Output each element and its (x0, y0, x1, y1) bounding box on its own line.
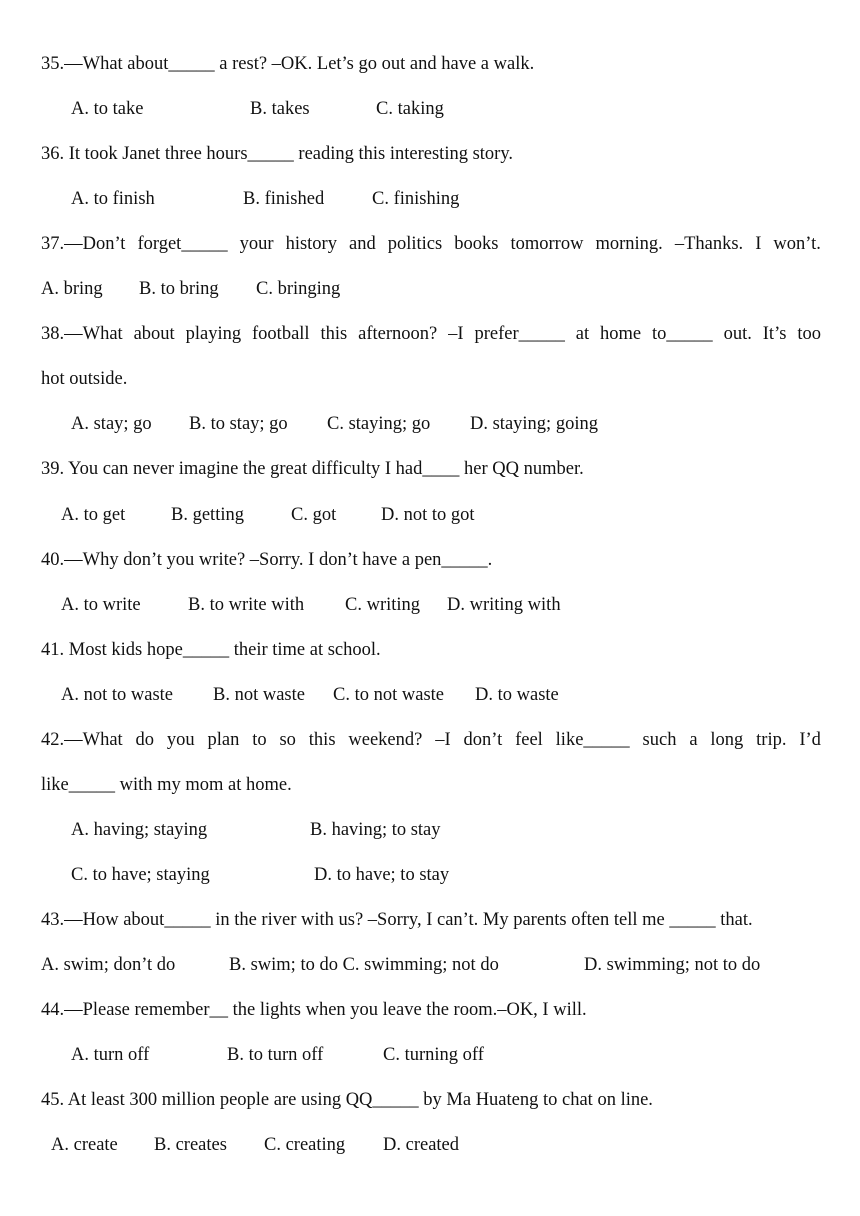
question-42-option-d: D. to have; to stay (314, 865, 450, 885)
stem-word: –Thanks. (674, 234, 744, 254)
stem-word: –I (448, 324, 464, 344)
question-35-option-c: C. taking (376, 99, 444, 119)
question-36-option-c: C. finishing (372, 189, 460, 209)
stem-word: plan (207, 730, 240, 750)
stem-word: such (642, 730, 677, 750)
stem-word: your (239, 234, 274, 254)
stem-word: playing (185, 324, 242, 344)
stem-word: and (348, 234, 376, 254)
question-44-option-b: B. to turn off (227, 1045, 324, 1065)
question-35-stem: 35.—What about_____ a rest? –OK. Let’s go out and have a walk. (41, 54, 535, 74)
question-36-stem: 36. It took Janet three hours_____ reading this interesting story. (41, 144, 514, 164)
question-41-option-a: A. not to waste (61, 685, 174, 705)
stem-word: home (600, 324, 642, 344)
question-40-stem: 40.—Why don’t you write? –Sorry. I don’t have a pen_____. (41, 550, 493, 570)
stem-word: 38.—What (41, 324, 123, 344)
stem-word: this (308, 730, 336, 750)
question-39-stem: 39. You can never imagine the great difficulty I had____ her QQ number. (41, 459, 584, 479)
stem-word: you (166, 730, 195, 750)
question-35-option-b: B. takes (250, 99, 310, 119)
stem-word: history (285, 234, 337, 254)
question-41-option-c: C. to not waste (333, 685, 444, 705)
question-45-option-c: C. creating (264, 1135, 346, 1155)
question-37-option-a: A. bring (41, 279, 103, 299)
stem-word: I (755, 234, 762, 254)
question-43-stem: 43.—How about_____ in the river with us? –Sorry, I can’t. My parents often tell me _____ that. (41, 910, 753, 930)
question-44-stem: 44.—Please remember__ the lights when you leave the room.–OK, I will. (41, 1000, 587, 1020)
question-40-option-a: A. to write (61, 595, 141, 615)
stem-word: books (454, 234, 499, 254)
stem-word: 37.—Don’t (41, 234, 126, 254)
question-45-stem: 45. At least 300 million people are using QQ_____ by Ma Huateng to chat on line. (41, 1090, 653, 1110)
question-40-option-d: D. writing with (447, 595, 561, 615)
question-38-option-a: A. stay; go (71, 414, 152, 434)
question-42-option-b: B. having; to stay (310, 820, 441, 840)
question-44-option-c: C. turning off (383, 1045, 484, 1065)
stem-word: trip. (756, 730, 787, 750)
question-38-option-d: D. staying; going (470, 414, 598, 434)
question-37-option-b: B. to bring (139, 279, 219, 299)
stem-word: politics (387, 234, 443, 254)
question-39-option-c: C. got (291, 505, 337, 525)
stem-word: so (279, 730, 296, 750)
stem-word: tomorrow (510, 234, 584, 254)
stem-word: out. (723, 324, 752, 344)
stem-word: this (320, 324, 348, 344)
stem-word: don’t (463, 730, 503, 750)
question-38-stem (41, 323, 821, 345)
question-35-option-a: A. to take (71, 99, 144, 119)
question-41-option-b: B. not waste (213, 685, 305, 705)
stem-word: weekend? (348, 730, 423, 750)
question-43-option-a: A. swim; don’t do (41, 955, 176, 975)
question-39-option-d: D. not to got (381, 505, 475, 525)
question-44-option-a: A. turn off (71, 1045, 150, 1065)
question-43-option-b: B. swim; to do C. swimming; not do (229, 955, 499, 975)
question-41-stem: 41. Most kids hope_____ their time at school. (41, 640, 381, 660)
question-37-option-c: C. bringing (256, 279, 341, 299)
question-42-stem (41, 729, 821, 751)
question-39-option-a: A. to get (61, 505, 126, 525)
stem-word: 42.—What (41, 730, 123, 750)
question-45-option-b: B. creates (154, 1135, 227, 1155)
question-38-option-c: C. staying; go (327, 414, 431, 434)
stem-word: afternoon? (358, 324, 438, 344)
question-41-option-d: D. to waste (475, 685, 559, 705)
question-43-option-d: D. swimming; not to do (584, 955, 761, 975)
question-42-stem-continuation: like_____ with my mom at home. (41, 775, 292, 795)
question-45-option-a: A. create (51, 1135, 118, 1155)
question-40-option-b: B. to write with (188, 595, 305, 615)
question-38-option-b: B. to stay; go (189, 414, 288, 434)
stem-word: to (252, 730, 267, 750)
stem-word: do (135, 730, 155, 750)
stem-word: feel (515, 730, 543, 750)
stem-word: forget_____ (137, 234, 228, 254)
stem-word: It’s (762, 324, 787, 344)
stem-word: won’t. (773, 234, 821, 254)
stem-word: morning. (595, 234, 663, 254)
question-42-option-c: C. to have; staying (71, 865, 210, 885)
stem-word: football (252, 324, 310, 344)
stem-word: like_____ (555, 730, 630, 750)
question-36-option-a: A. to finish (71, 189, 155, 209)
question-36-option-b: B. finished (243, 189, 325, 209)
question-39-option-b: B. getting (171, 505, 244, 525)
stem-word: –I (435, 730, 451, 750)
question-37-stem (41, 233, 821, 255)
question-45-option-d: D. created (383, 1135, 460, 1155)
question-38-stem-continuation: hot outside. (41, 369, 128, 389)
stem-word: about (133, 324, 175, 344)
stem-word: at (575, 324, 590, 344)
stem-word: I’d (799, 730, 821, 750)
stem-word: to_____ (652, 324, 713, 344)
stem-word: a (689, 730, 698, 750)
stem-word: prefer_____ (474, 324, 565, 344)
question-40-option-c: C. writing (345, 595, 421, 615)
question-42-option-a: A. having; staying (71, 820, 208, 840)
stem-word: long (710, 730, 744, 750)
stem-word: too (797, 324, 821, 344)
